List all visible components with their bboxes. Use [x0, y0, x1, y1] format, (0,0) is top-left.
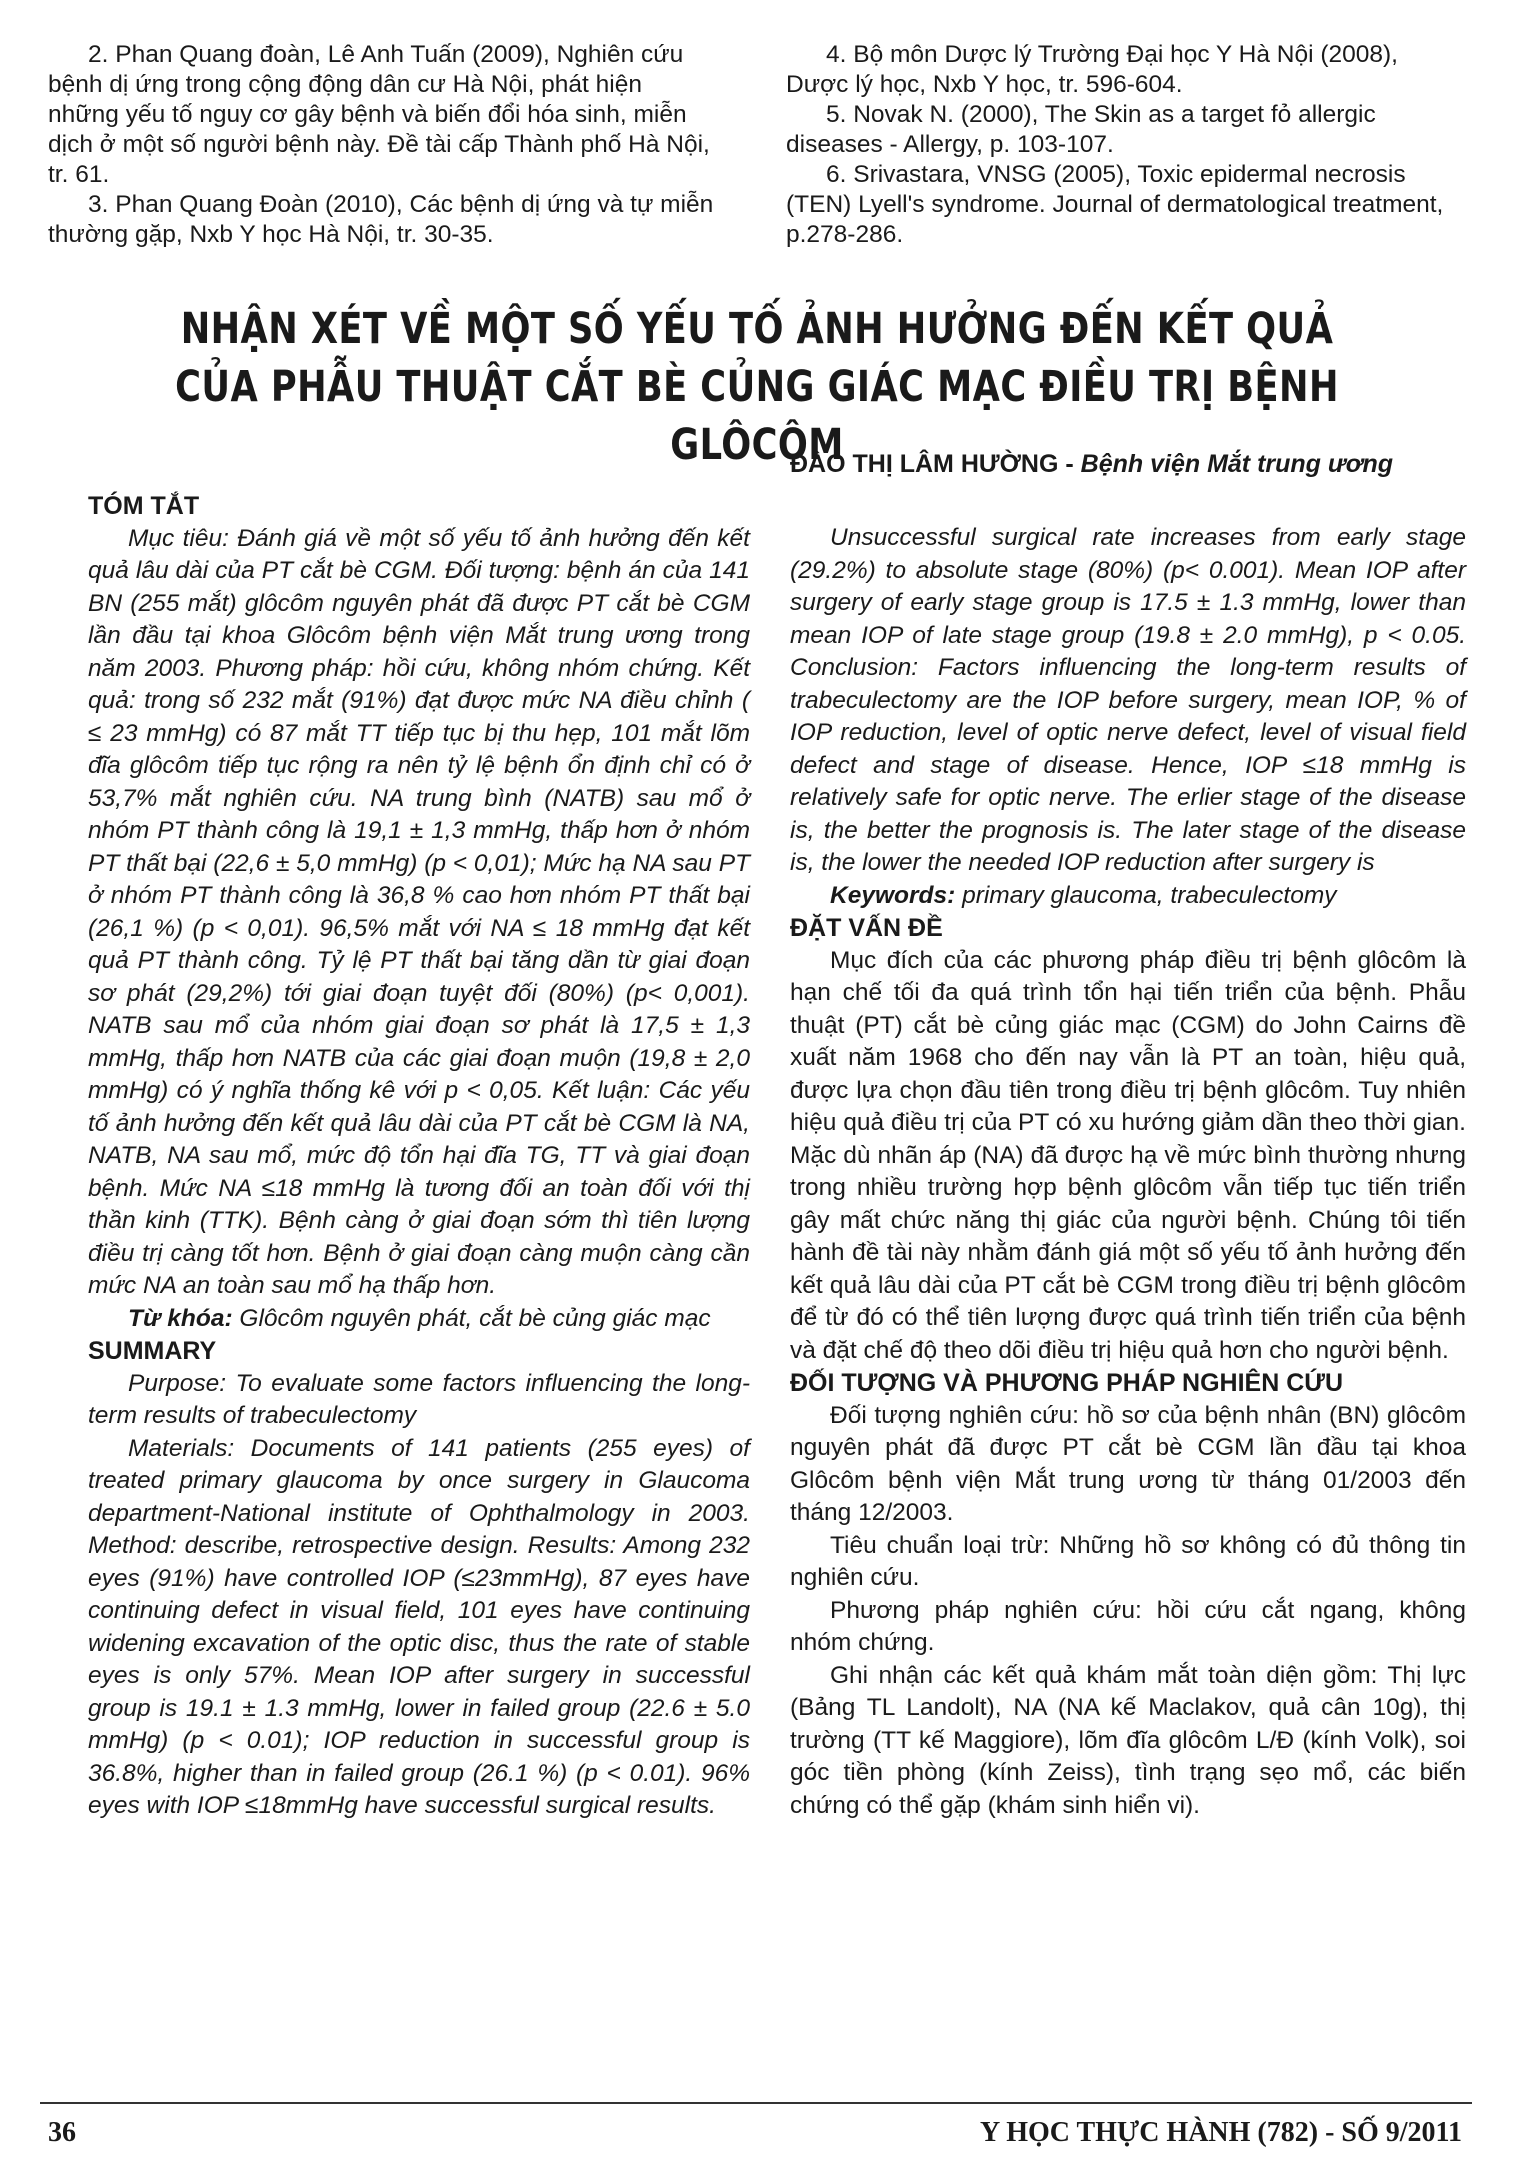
summary-continued: Unsuccessful surgical rate increases from early stage (29.2%) to absolute stage (80%) (p< 0.001). Mean IOP after surgery of early stage group is 17.5 ± 1.3 mmHg, lower than mean IOP of late stage group (19.8 ± 2.0 mmHg), p < 0.05. Conclusion: Factors influencing the long-term results of trabeculectomy are the IOP before surgery, mean IOP, % of IOP reduction, level of optic nerve defect, level of visual field defect and stage of disease. Hence, IOP ≤18 mmHg is relatively safe for optic nerve. The erlier stage of the disease is, the better the prognosis is. The later stage of the disease is, the lower the needed IOP reduction after surgery is: [790, 524, 1466, 876]
reference-3: 3. Phan Quang Đoàn (2010), Các bệnh dị ứng và tự miễn thường gặp, Nxb Y học Hà Nội, tr. 30-35.: [48, 191, 714, 248]
keywords-text: primary glaucoma, trabeculectomy: [955, 881, 1337, 909]
references-right-column: [786, 40, 1454, 250]
doituong-paragraph-1: Đối tượng nghiên cứu: hồ sơ của bệnh nhân (BN) glôcôm nguyên phát đã được PT cắt bè CGM lần đầu tại khoa Glôcôm bệnh viện Mắt trung ương từ tháng 01/2003 đến tháng 12/2003.: [790, 1401, 1466, 1526]
summary-purpose: Purpose: To evaluate some factors influencing the long-term results of trabeculectomy: [88, 1369, 750, 1429]
doituong-heading: ĐỐI TƯỢNG VÀ PHƯƠNG PHÁP NGHIÊN CỨU: [790, 1369, 1344, 1397]
tukhoa-label: Từ khóa:: [128, 1304, 233, 1332]
keywords-paragraph: [790, 880, 1466, 913]
left-column: [88, 490, 750, 1823]
title-line-1: NHẬN XÉT VỀ MỘT SỐ YẾU TỐ ẢNH HƯỞNG ĐẾN KẾT QUẢ: [180, 304, 1334, 354]
doituong-paragraph-3: Phương pháp nghiên cứu: hồi cứu cắt ngang, không nhóm chứng.: [790, 1596, 1466, 1656]
tomtat-heading: TÓM TẮT: [88, 492, 200, 520]
datvande-heading: ĐẶT VẤN ĐỀ: [790, 914, 943, 942]
summary-heading: SUMMARY: [88, 1337, 217, 1365]
author-affiliation: Bệnh viện Mắt trung ương: [1080, 450, 1394, 478]
doituong-paragraph-2: Tiêu chuẩn loại trừ: Những hồ sơ không có đủ thông tin nghiên cứu.: [790, 1531, 1466, 1591]
doituong-paragraph-4: Ghi nhận các kết quả khám mắt toàn diện gồm: Thị lực (Bảng TL Landolt), NA (NA kế Maclakov, quả cân 10g), thị trường (TT kế Maggiore), lõm đĩa glôcôm L/Đ (kính Volk), soi góc tiền phòng (kính Zeiss), tình trạng sẹo mổ, các biến chứng có thể gặp (khám sinh hiển vi).: [790, 1661, 1466, 1819]
author-line: [790, 450, 1393, 479]
reference-4: 4. Bộ môn Dược lý Trường Đại học Y Hà Nội (2008), Dược lý học, Nxb Y học, tr. 596-604.: [786, 41, 1398, 98]
datvande-body: Mục đích của các phương pháp điều trị bệnh glôcôm là hạn chế tối đa quá trình tổn hại tiến triển của bệnh. Phẫu thuật (PT) cắt bè củng giác mạc (CGM) do John Cairns đề xuất năm 1968 cho đến nay vẫn là PT an toàn, hiệu quả, được lựa chọn đầu tiên trong điều trị bệnh glôcôm. Tuy nhiên hiệu quả điều trị của PT có xu hướng giảm dần theo thời gian. Mặc dù nhãn áp (NA) đã được hạ về mức bình thường nhưng trong nhiều trường hợp bệnh glôcôm vẫn tiếp tục tiến triển gây mất chức năng thị giác của người bệnh. Chúng tôi tiến hành đề tài này nhằm đánh giá một số yếu tố ảnh hưởng đến kết quả lâu dài của PT cắt bè CGM trong điều trị bệnh glôcôm để từ đó có thể tiên lượng được quá trình tiến triển của bệnh và đặt chế độ theo dõi điều trị hiệu quả hơn cho người bệnh.: [790, 946, 1466, 1364]
reference-6: 6. Srivastara, VNSG (2005), Toxic epidermal necrosis (TEN) Lyell's syndrome. Journal of dermatological treatment, p.278-286.: [786, 161, 1444, 248]
reference-5: 5. Novak N. (2000), The Skin as a target fỏ allergic diseases - Allergy, p. 103-107.: [786, 101, 1376, 158]
tukhoa-paragraph: [88, 1303, 750, 1336]
reference-2: 2. Phan Quang đoàn, Lê Anh Tuấn (2009), Nghiên cứu bệnh dị ứng trong cộng động dân cư Hà Nội, phát hiện những yếu tố nguy cơ gây bệnh và biến đổi hóa sinh, miễn dịch ở một số người bệnh này. Đề tài cấp Thành phố Hà Nội, tr. 61.: [48, 41, 710, 188]
tukhoa-text: Glôcôm nguyên phát, cắt bè củng giác mạc: [232, 1304, 711, 1332]
references-section: [0, 40, 1514, 250]
tomtat-body: Mục tiêu: Đánh giá về một số yếu tố ảnh hưởng đến kết quả lâu dài của PT cắt bè CGM. Đối tượng: bệnh án của 141 BN (255 mắt) glôcôm nguyên phát đã được PT cắt bè CGM lần đầu tại khoa Glôcôm bệnh viện Mắt trung ương trong năm 2003. Phương pháp: hồi cứu, không nhóm chứng. Kết quả: trong số 232 mắt (91%) đạt được mức NA điều chỉnh ( ≤ 23 mmHg) có 87 mắt TT tiếp tục bị thu hẹp, 101 mắt lõm đĩa glôcôm tiếp tục rộng ra nên tỷ lệ bệnh ổn định chỉ có ở 53,7% mắt nghiên cứu. NA trung bình (NATB) sau mổ ở nhóm PT thành công là 19,1 ± 1,3 mmHg, thấp hơn ở nhóm PT thất bại (22,6 ± 5,0 mmHg) (p < 0,01); Mức hạ NA sau PT ở nhóm PT thành công là 36,8 % cao hơn nhóm PT thất bại (26,1 %) (p < 0,01). 96,5% mắt với NA ≤ 18 mmHg đạt kết quả PT thành công. Tỷ lệ PT thất bại tăng dần từ giai đoạn sơ phát (29,2%) tới giai đoạn tuyệt đối (80%) (p< 0,001). NATB sau mổ của nhóm giai đoạn sơ phát là 17,5 ± 1,3 mmHg, thấp hơn NATB của các giai đoạn muộn (19,8 ± 2,0 mmHg) có ý nghĩa thống kê với p < 0,05. Kết luận: Các yếu tố ảnh hưởng đến kết quả lâu dài của PT cắt bè CGM là NA, NATB, NA sau mổ, mức độ tổn hại đĩa TG, TT và giai đoạn bệnh. Mức NA ≤18 mmHg là tương đối an toàn đối với thị thần kinh (TTK). Bệnh càng ở giai đoạn sớm thì tiên lượng điều trị càng tốt hơn. Bệnh ở giai đoạn càng muộn càng cần mức NA an toàn sau mổ hạ thấp hơn.: [88, 524, 750, 1299]
keywords-label: Keywords:: [830, 881, 956, 909]
page-number: 36: [48, 2117, 76, 2148]
title-line-2: CỦA PHẪU THUẬT CẮT BÈ CỦNG GIÁC MẠC ĐIỀU TRỊ BỆNH GLÔCÔM: [175, 362, 1339, 470]
right-column: [790, 522, 1466, 1822]
author-name: ĐÀO THỊ LÂM HƯỜNG -: [790, 450, 1081, 478]
footer-rule: [40, 2102, 1472, 2104]
journal-name: Y HỌC THỰC HÀNH (782) - SỐ 9/2011: [980, 2117, 1462, 2148]
summary-body: Materials: Documents of 141 patients (255 eyes) of treated primary glaucoma by once surgery in Glaucoma department-National institute of Ophthalmology in 2003. Method: describe, retrospective design. Results: Among 232 eyes (91%) have controlled IOP (≤23mmHg), 87 eyes have continuing defect in visual field, 101 eyes have continuing widening excavation of the optic disc, thus the rate of stable eyes is only 57%. Mean IOP after surgery in successful group is 19.1 ± 1.3 mmHg, lower in failed group (22.6 ± 5.0 mmHg) (p < 0.01); IOP reduction in successful group is 36.8%, higher than in failed group (26.1 %) (p < 0.01). 96% eyes with IOP ≤18mmHg have successful surgical results.: [88, 1434, 750, 1819]
references-left-column: [48, 40, 716, 250]
article-title: [136, 300, 1377, 474]
